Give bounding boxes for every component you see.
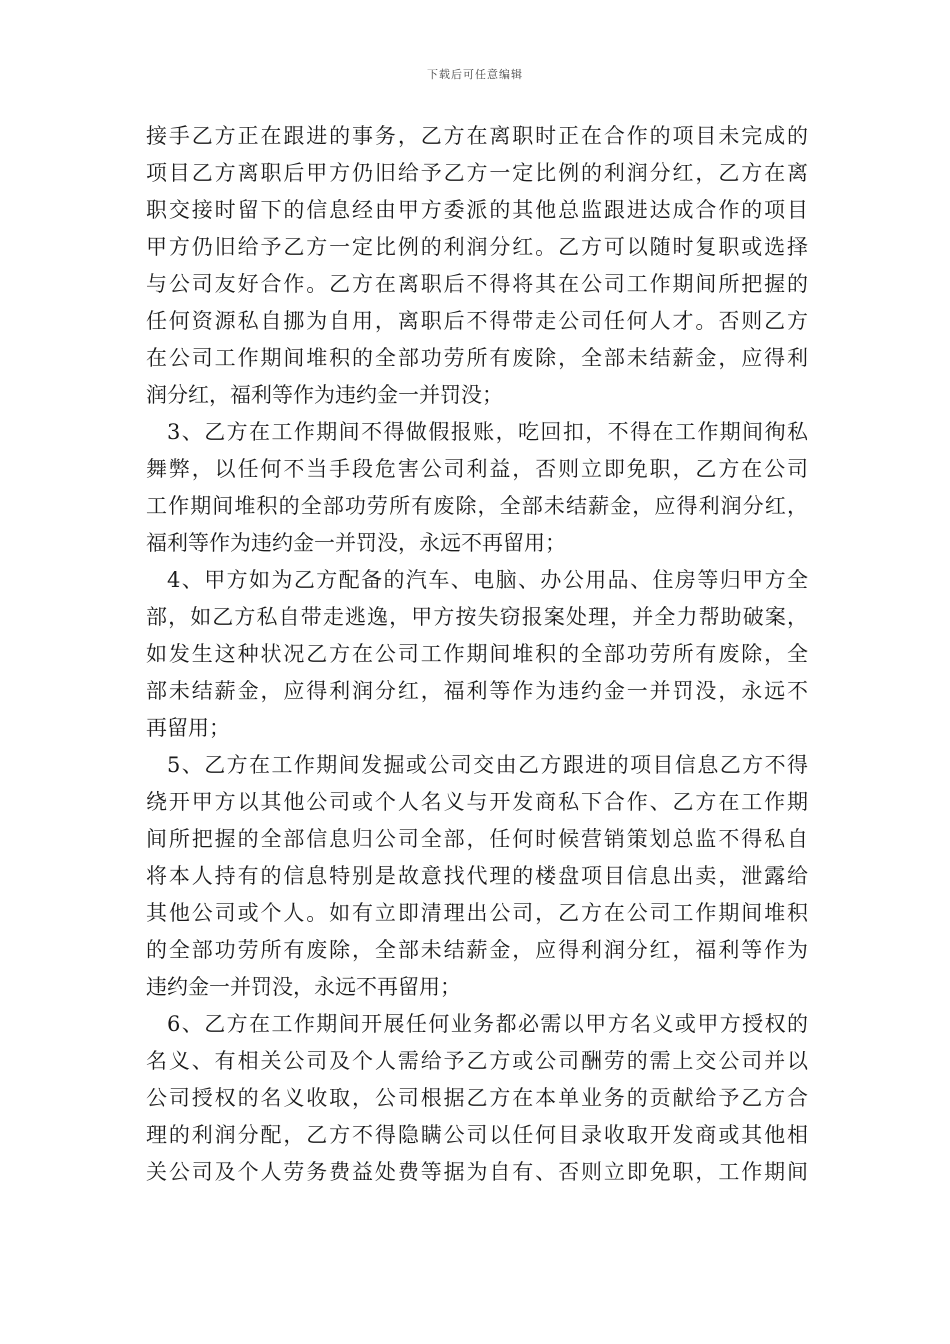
text-line: 4、甲方如为乙方配备的汽车、电脑、办公用品、住房等归甲方全 xyxy=(167,568,808,592)
text-line: 部未结薪金，应得利润分红，福利等作为违约金一并罚没，永远不 xyxy=(146,679,808,703)
text-line: 理的利润分配，乙方不得隐瞒公司以任何目录收取开发商或其他相 xyxy=(146,1123,808,1147)
text-line: 项目乙方离职后甲方仍旧给予乙方一定比例的利润分红，乙方在离 xyxy=(146,161,808,185)
text-line: 工作期间堆积的全部功劳所有废除，全部未结薪金，应得利润分红， xyxy=(146,494,808,518)
document-body xyxy=(146,118,808,1191)
text-line: 职交接时留下的信息经由甲方委派的其他总监跟进达成合作的项目 xyxy=(146,198,808,222)
text-line: 关公司及个人劳务费益处费等据为自有、否则立即免职，工作期间 xyxy=(146,1160,808,1184)
text-line: 其他公司或个人。如有立即清理出公司，乙方在公司工作期间堆积 xyxy=(146,901,808,925)
text-line: 3、乙方在工作期间不得做假报账，吃回扣，不得在工作期间徇私 xyxy=(167,420,808,444)
text-line: 部，如乙方私自带走逃逸，甲方按失窃报案处理，并全力帮助破案， xyxy=(146,605,808,629)
text-line: 违约金一并罚没，永远不再留用； xyxy=(146,975,461,999)
text-line: 6、乙方在工作期间开展任何业务都必需以甲方名义或甲方授权的 xyxy=(167,1012,808,1036)
text-line: 如发生这种状况乙方在公司工作期间堆积的全部功劳所有废除，全 xyxy=(146,642,808,666)
text-line: 任何资源私自挪为自用，离职后不得带走公司任何人才。否则乙方 xyxy=(146,309,808,333)
text-line: 与公司友好合作。乙方在离职后不得将其在公司工作期间所把握的 xyxy=(146,272,808,296)
text-line: 间所把握的全部信息归公司全部，任何时候营销策划总监不得私自 xyxy=(146,827,808,851)
text-line: 公司授权的名义收取，公司根据乙方在本单业务的贡献给予乙方合 xyxy=(146,1086,808,1110)
text-line: 接手乙方正在跟进的事务，乙方在离职时正在合作的项目未完成的 xyxy=(146,124,808,148)
text-line: 再留用； xyxy=(146,716,230,740)
text-line: 甲方仍旧给予乙方一定比例的利润分红。乙方可以随时复职或选择 xyxy=(146,235,808,259)
text-line: 绕开甲方以其他公司或个人名义与开发商私下合作、乙方在工作期 xyxy=(146,790,808,814)
text-line: 舞弊，以任何不当手段危害公司利益，否则立即免职，乙方在公司 xyxy=(146,457,808,481)
text-line: 在公司工作期间堆积的全部功劳所有废除，全部未结薪金，应得利 xyxy=(146,346,808,370)
text-line: 5、乙方在工作期间发掘或公司交由乙方跟进的项目信息乙方不得 xyxy=(167,753,808,777)
text-line: 润分红，福利等作为违约金一并罚没； xyxy=(146,383,503,407)
text-line: 福利等作为违约金一并罚没，永远不再留用； xyxy=(146,531,566,555)
text-line: 的全部功劳所有废除，全部未结薪金，应得利润分红，福利等作为 xyxy=(146,938,808,962)
text-line: 名义、有相关公司及个人需给予乙方或公司酬劳的需上交公司并以 xyxy=(146,1049,808,1073)
text-line: 将本人持有的信息特别是故意找代理的楼盘项目信息出卖，泄露给 xyxy=(146,864,808,888)
header-note: 下载后可任意编辑 xyxy=(427,68,523,81)
